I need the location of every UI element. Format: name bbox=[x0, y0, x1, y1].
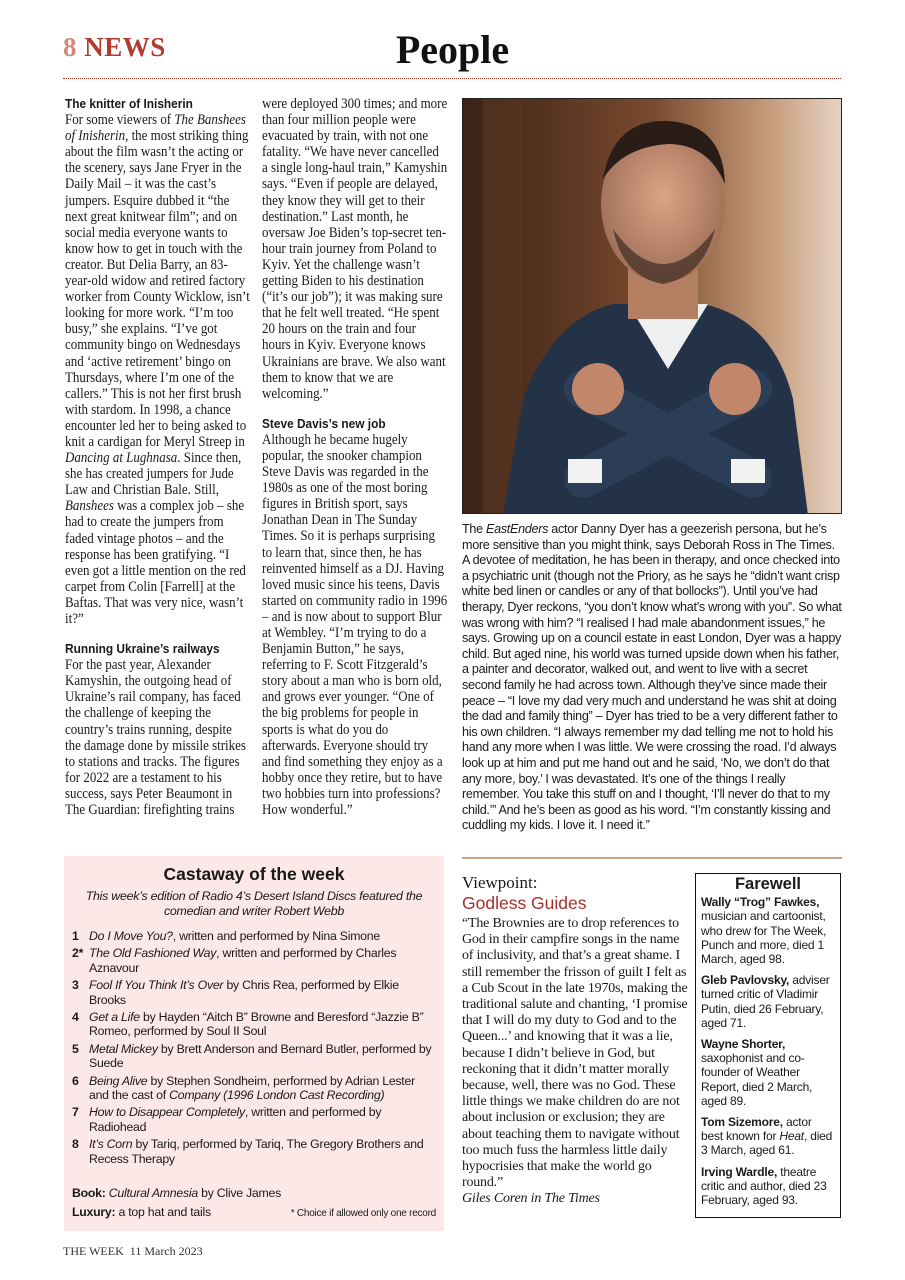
castaway-luxury: Luxury: a top hat and tails bbox=[72, 1205, 211, 1220]
viewpoint-kicker: Viewpoint: bbox=[462, 873, 538, 892]
castaway-record-item bbox=[72, 1105, 436, 1134]
italic-text: Being Alive bbox=[89, 1073, 148, 1088]
record-description bbox=[89, 929, 380, 943]
text-run: , the most striking thing about the film wasn’t the acting or the scenery, says Jane Fryer in the Daily Mail – it was the cast’s jumpers. Esquire dubbed it “the next great knitwear film”; and on social media everyone wants to know how to get in touch with the creator. But Delia Barry, an 83-year-old widow and retired factory worker from County Wicklow, isn’t looking for more work. “I’m too busy,” she explains. “I’ve got community bingo on Wednesdays and ‘active retirement’ bingo on Thursdays, where I’m one of the callers.” This is not her first brush with stardom. In 1998, a chance encounter led her to being asked to knit a cardigan for Meryl Streep in bbox=[65, 128, 250, 450]
column-middle bbox=[262, 96, 447, 818]
obituary-name: Wayne Shorter, bbox=[701, 1037, 786, 1052]
text-run: by Brett Anderson and Bernard Butler, performed by Suede bbox=[89, 1041, 432, 1071]
castaway-record-item bbox=[72, 1010, 436, 1039]
text-run: actor best known for bbox=[701, 1115, 812, 1144]
text-run: theatre critic and author, died 23 February, aged 93. bbox=[701, 1164, 827, 1208]
record-description bbox=[89, 946, 436, 975]
text-run: saxophonist and co-founder of Weather Report, died 2 March, aged 89. bbox=[701, 1051, 813, 1108]
obituary-name: Tom Sizemore, bbox=[701, 1115, 783, 1130]
record-description bbox=[89, 978, 436, 1007]
section-divider bbox=[462, 857, 842, 859]
castaway-record-list bbox=[72, 929, 436, 1166]
castaway-footnote: * Choice if allowed only one record bbox=[290, 1208, 436, 1220]
record-number: 5 bbox=[72, 1041, 79, 1056]
text-run: , written and performed by Radiohead bbox=[89, 1105, 382, 1134]
text-run: , written and performed by Charles Aznavour bbox=[89, 946, 397, 975]
castaway-record-item bbox=[72, 1074, 436, 1103]
italic-text: Dancing at Lughnasa bbox=[65, 450, 178, 467]
text-run: by Clive James bbox=[197, 1186, 281, 1201]
castaway-record-item bbox=[72, 978, 436, 1007]
text-run: The bbox=[462, 522, 486, 536]
text-run: actor Danny Dyer has a geezerish persona, but he’s more sensitive than you might think, says Deborah Ross in The Times. A devotee of meditation, he has been in therapy, and once checked into a psychiatric unit (though not the Priory, as he says he “didn’t want crisp white bed linen or candles or any of that bollocks”). Until you’ve had therapy, Dyer reckons, “you don’t know what’s wrong with you”. So what was wrong with him? “I realised I had male abandonment issues,” he says. Growing up on a council estate in east London, Dyer was a happy child. But aged nine, his world was turned upside down when his father, a painter and decorator, walked out, and went to live with a secret second family he had across town. Although they’ve since made their peace – “I love my dad very much and understand he was shit at doing the dad and family thing” – Dyer has tried to be a very different father to his own children. “I always remember my dad telling me not to hold his hand any more when I was little. We were crossing the road. I’d always look up at him and put me hand out and he said, ‘No, we don’t do that any more, boy.’ I was devastated. It’s one of the things I really remember. You take this stuff on and I thought, ‘I’ll never do that to my child.’” And he’s been as good as his word. “I’m constantly kissing and cuddling my kids. I love it. I need it.” bbox=[462, 522, 842, 833]
castaway-record-item bbox=[72, 1042, 436, 1071]
text-run: Desert Island Discs bbox=[254, 889, 356, 903]
text-run: by Hayden “Aitch B” Browne and Beresford “Jazzie B” Romeo, performed by Soul II Soul bbox=[89, 1010, 424, 1039]
text-run: musician and cartoonist, who drew for The Week, Punch and more, died 1 March, aged 98. bbox=[701, 909, 827, 967]
farewell-box bbox=[695, 873, 841, 1218]
castaway-record-item bbox=[72, 946, 436, 975]
text-run: For the past year, Alexander Kamyshin, the outgoing head of Ukraine’s rail company, has faced the challenge of keeping the country’s trains running, despite the damage done by missile strikes to stations and tracks. The figures for 2022 are a testament to his success, says Peter Beaumont in The Guardian: firefighting trains bbox=[65, 657, 246, 819]
castaway-record-item bbox=[72, 1137, 436, 1166]
italic-text: Fool If You Think It’s Over bbox=[89, 978, 224, 993]
italic-text: The Old Fashioned Way bbox=[89, 946, 217, 961]
viewpoint-headline: Godless Guides bbox=[462, 893, 587, 913]
italic-text: Do I Move You? bbox=[89, 929, 173, 943]
story-body-continued bbox=[262, 96, 447, 402]
column-left bbox=[65, 96, 250, 818]
text-run: were deployed 300 times; and more than four million people were evacuated by train, with not one fatality. “We have never cancelled a single long-haul train,” Kamyshin says. “Even if people are delayed, they know they will get to their destination.” Last month, he oversaw Joe Biden’s top-secret ten-hour train journey from Poland to Kyiv. Yet the challenge wasn’t getting Biden to his destination (“it’s our job”); it was making sure that he felt well treated. “He spent 20 hours on the train and four hours in Kyiv. Everyone knows Ukrainians are brave. We also want them to know that we are welcoming.” bbox=[262, 96, 448, 402]
record-description bbox=[89, 1010, 436, 1039]
section-name: NEWS bbox=[84, 32, 166, 62]
story-heading: Running Ukraine’s railways bbox=[65, 641, 220, 657]
record-number: 7 bbox=[72, 1105, 79, 1120]
story-body bbox=[262, 432, 447, 818]
text-run: by Chris Rea, performed by Elkie Brooks bbox=[89, 978, 399, 1007]
feature-photo bbox=[462, 98, 842, 514]
record-number: 1 bbox=[72, 929, 79, 943]
italic-text: How to Disappear Completely bbox=[89, 1105, 245, 1120]
text-run: adviser turned critic of Vladimir Putin, died 26 February, aged 71. bbox=[701, 973, 830, 1030]
text-run: Although he became hugely popular, the snooker champion Steve Davis was regarded in the 1980s as one of the most boring figures in British sport, says Jonathan Dean in The Sunday Times. So it is perhaps surprising to learn that, since then, he has reinvented himself as a DJ. Having loved music since his teens, Davis started on community radio in 1996 – and is now about to support Blur at Wembley. “I’m trying to do a Benjamin Button,” he says, referring to F. Scott Fitzgerald’s story about a man who is born old, and grows ever younger. “One of the big problems for people in sports is what do you do afterwards. Everyone should try and find something they enjoy as a hobby once they retire, but to have two hobbies turn into professions? How wonderful.” bbox=[262, 431, 448, 819]
castaway-record-item bbox=[72, 929, 436, 943]
castaway-box bbox=[64, 856, 444, 1231]
italic-text: EastEnders bbox=[486, 522, 549, 536]
italic-text: Get a Life bbox=[89, 1010, 140, 1025]
italic-text: Metal Mickey bbox=[89, 1041, 158, 1056]
story-heading: Steve Davis’s new job bbox=[262, 415, 386, 431]
record-number: 2* bbox=[72, 946, 84, 961]
record-description bbox=[89, 1042, 436, 1071]
record-number: 3 bbox=[72, 978, 79, 993]
story-heading: The knitter of Inisherin bbox=[65, 96, 193, 111]
page-title: People bbox=[395, 27, 510, 72]
page-number: 8 bbox=[63, 32, 77, 62]
italic-text: This week’s edition of Radio 4’s bbox=[85, 889, 254, 903]
italic-text: Heat bbox=[779, 1129, 804, 1144]
italic-text: It’s Corn bbox=[89, 1137, 133, 1152]
castaway-title: Castaway of the week bbox=[163, 864, 345, 884]
header-divider bbox=[63, 78, 841, 79]
obituary-text bbox=[701, 1051, 812, 1108]
castaway-book: Book: Cultural Amnesia by Clive James bbox=[72, 1186, 281, 1201]
obituary-text bbox=[701, 909, 826, 966]
feature-caption bbox=[462, 522, 844, 834]
text-run: . Since then, she has created jumpers for Jude Law and Christian Bale. Still, bbox=[65, 450, 242, 499]
italic-text: featured the comedian and writer Robert Webb bbox=[163, 889, 423, 918]
farewell-entry bbox=[701, 1115, 835, 1158]
footer-issue-date: THE WEEK 11 March 2023 bbox=[63, 1244, 203, 1258]
farewell-title: Farewell bbox=[734, 875, 802, 893]
text-run: , written and performed by Nina Simone bbox=[172, 929, 380, 943]
italic-text: Company (1996 London Cast Recording) bbox=[169, 1088, 385, 1103]
portrait-image bbox=[463, 99, 842, 514]
obituary-name: Irving Wardle, bbox=[701, 1164, 778, 1179]
story-body bbox=[65, 657, 250, 818]
record-number: 6 bbox=[72, 1073, 79, 1088]
record-description bbox=[89, 1074, 436, 1103]
obituary-name: Wally “Trog” Fawkes, bbox=[701, 895, 820, 910]
text-run: For some viewers of bbox=[65, 112, 175, 129]
viewpoint-source: Giles Coren in The Times bbox=[462, 1191, 600, 1207]
viewpoint-column bbox=[462, 873, 692, 1208]
record-number: 4 bbox=[72, 1010, 79, 1025]
castaway-intro bbox=[82, 889, 426, 919]
farewell-entry bbox=[701, 1165, 835, 1208]
record-description bbox=[89, 1137, 436, 1166]
text-run: was a complex job – she had to create the jumpers from faded vintage photos – and the response has been gratifying. “I even got a little mention on the red carpet from Colin [Farrell] at the Baftas. That was very nice, wasn’t it?” bbox=[65, 498, 246, 627]
farewell-entry bbox=[701, 973, 835, 1030]
italic-text: Banshees bbox=[65, 498, 114, 515]
farewell-entry bbox=[701, 895, 835, 966]
viewpoint-quote: “The Brownies are to drop references to God in their campfire songs in the name of inclusivity, and that’s a great shame. I still remember the frisson of guilt I felt as a Cub Scout in the late 1970s, making the traditional salute and chanting, ‘I promise that I will do my duty to God and to the Queen...’ and knowing that it was a lie, because I didn’t believe in God, but reckoning that it didn’t matter morally because, well, there was no God. These little things we make children do are not about inclusion or exclusion; they are about teaching them to navigate without too much fuss the harmless little daily hypocrisies that make the world go round.” bbox=[462, 916, 688, 1191]
text-run: , died 3 March, aged 61. bbox=[701, 1129, 833, 1158]
record-description bbox=[89, 1105, 436, 1134]
story-body bbox=[65, 112, 250, 627]
obituary-name: Gleb Pavlovsky, bbox=[701, 973, 790, 988]
italic-text: The Banshees of Inisherin bbox=[65, 112, 246, 145]
italic-text: Cultural Amnesia bbox=[108, 1186, 198, 1201]
text-run: by Stephen Sondheim, performed by Adrian Lester and the cast of bbox=[89, 1073, 415, 1103]
record-number: 8 bbox=[72, 1137, 79, 1152]
text-run: by Tariq, performed by Tariq, The Gregory Brothers and Recess Therapy bbox=[89, 1137, 424, 1166]
farewell-entry bbox=[701, 1037, 835, 1108]
